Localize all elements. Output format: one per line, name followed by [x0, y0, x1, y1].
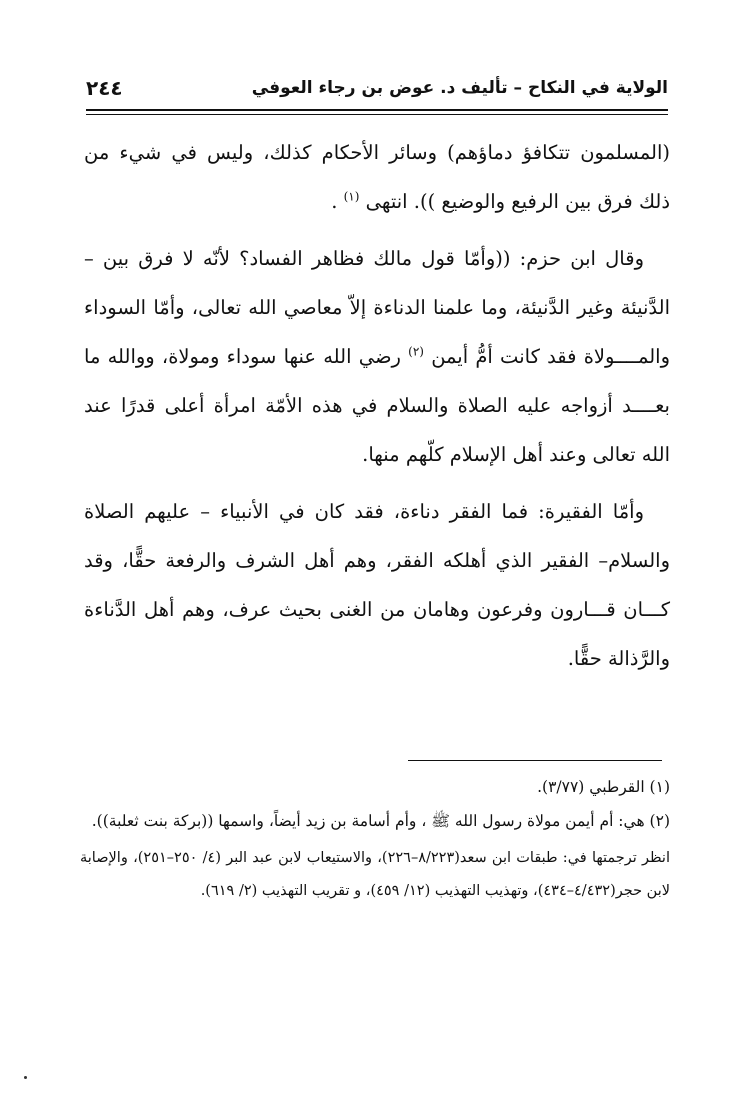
footnote-rule	[408, 760, 662, 761]
scan-speck	[24, 1076, 27, 1079]
footnote-2-sources: انظر ترجمتها في: طبقات ابن سعد(٨/٢٢٣–٢٢٦)، والاستيعاب لابن عبد البر (٤/ ٢٥٠–٢٥١)، والإصابة لابن حجر(٤/٤٣٢–٤٣٤)، وتهذيب التهذيب (١٢/ ٤٥٩)، و تقريب التهذيب (٢/ ٦١٩).	[80, 850, 670, 899]
footnote-2: (٢) هي: أم أيمن مولاة رسول الله ﷺ ، وأم أسامة بن زيد أيضاً، واسمها ((بركة بنت ثعلبة)).	[91, 812, 670, 830]
paragraph-1-end: .	[331, 190, 344, 213]
paragraph-3-text: وأمّا الفقيرة: فما الفقر دناءة، فقد كان في الأنبياء – عليهم الصلاة والسلام– الفقير الذي أهلكه الفقر، وهم أهل الشرف والرفعة حقًّا، وقد كـــان قـــارون وفرعون وهامان من الغنى بحيث عرف، وهم أهل الدَّناءة والرَّذالة حقًّا.	[84, 500, 670, 670]
header-rule	[86, 109, 668, 111]
paragraph-2	[84, 234, 670, 479]
paragraph-2-text: وقال ابن حزم: ((وأمّا قول مالك فظاهر الفساد؟ لأنّه لا فرق بين – الدَّنيئة وغير الدَّنيئة، وما علمنا الدناءة إلاّ معاصي الله تعالى، وأمّا السوداء والمــــولاة فقد كانت أمُّ أيمن	[84, 247, 671, 368]
running-title: الولاية في النكاح – تأليف د. عوض بن رجاء العوفي	[251, 78, 668, 98]
paragraph-3	[84, 487, 670, 683]
footnote-1: (١) القرطبي (٣/٧٧).	[537, 778, 670, 796]
paragraph-1-text: (المسلمون تتكافؤ دماؤهم) وسائر الأحكام كذلك، وليس في شيء من ذلك فرق بين الرفيع والوضيع )). انتهى	[84, 141, 670, 213]
header-rule-thin	[86, 114, 668, 115]
footnote-ref-2: (٢)	[408, 344, 424, 359]
main-text	[84, 128, 670, 683]
footnote-ref-1: (١)	[343, 189, 360, 204]
paragraph-2-rest: رضي الله عنها سوداء ومولاة، ووالله ما بعــــد أزواجه عليه الصلاة والسلام في هذه الأمّة امرأة أعلى قدرًا عند الله تعالى وعند أهل الإسلام كلّهم منها.	[84, 345, 670, 466]
paragraph-1	[84, 128, 670, 226]
footnotes	[80, 770, 670, 908]
running-header	[86, 76, 668, 110]
page-number: ٢٤٤	[86, 76, 123, 100]
